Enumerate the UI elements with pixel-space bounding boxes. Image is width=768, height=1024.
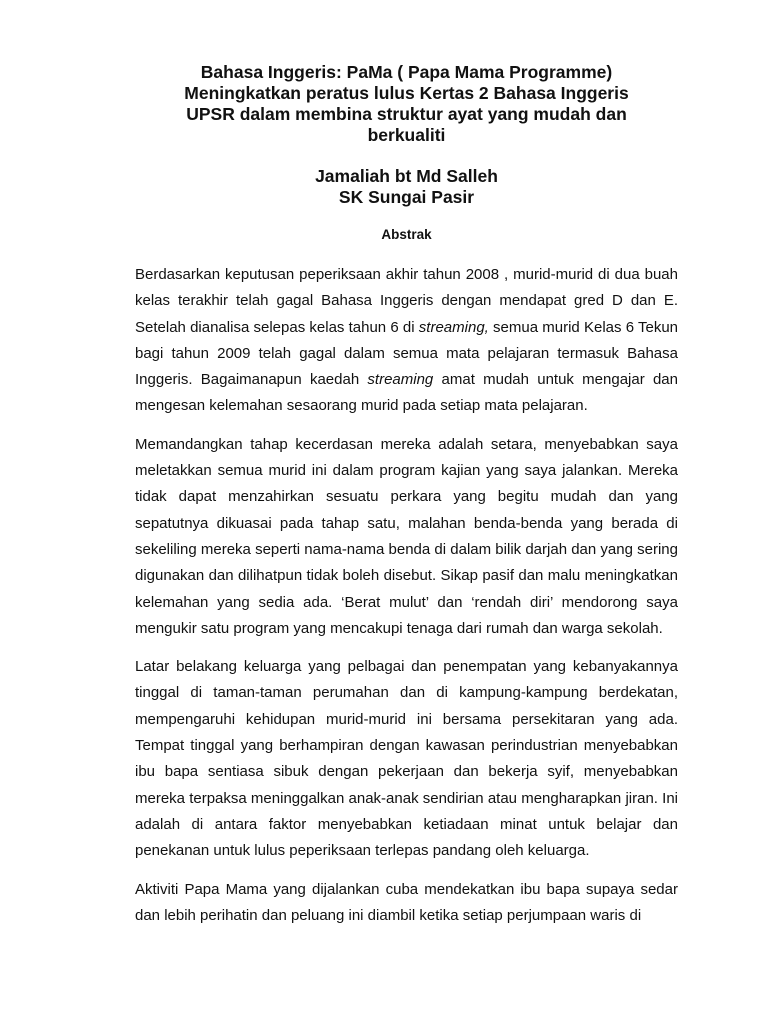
abstract-paragraph-3 [135,654,678,864]
author-name: Jamaliah bt Md Salleh [315,166,498,186]
document-title: Bahasa Inggeris: PaMa ( Papa Mama Programme) Meningkatkan peratus lulus Kertas 2 Bahasa Inggeris UPSR dalam membina struktur ayat yang mudah dan berkualiti [184,62,629,145]
text-run: Memandangkan tahap kecerdasan mereka adalah setara, menyebabkan saya meletakkan semua murid ini dalam program kajian yang saya jalankan. Mereka tidak dapat menzahirkan sesuatu perkara yang begitu mudah dan yang sepatutnya dikuasai pada tahap satu, malahan benda-benda yang berada di sekeliling mereka seperti nama-nama benda di dalam bilik darjah dan yang sering digunakan dan dilihatpun tidak boleh disebut. Sikap pasif dan malu meningkatkan kelemahan yang sedia ada. ‘Berat mulut’ dan ‘rendah diri’ mendorong saya mengukir satu program yang mencakupi tenaga dari rumah dan warga sekolah. [135,435,678,637]
text-run: semua murid Kelas 6 Tekun bagi tahun 2009 telah gagal dalam semua mata pelajaran termasuk Bahasa Inggeris. Bagaimanapun kaedah [135,318,678,389]
abstract-paragraph-2 [135,432,678,642]
text-run: Berdasarkan keputusan peperiksaan akhir tahun 2008 , murid-murid di dua buah kelas terakhir telah gagal Bahasa Inggeris dengan mendapat gred D dan E. Setelah dianalisa selepas kelas tahun 6 di [135,266,678,336]
abstract-paragraph-4 [135,877,678,930]
text-run: Aktiviti Papa Mama yang dijalankan cuba mendekatkan ibu bapa supaya sedar dan lebih perihatin dan peluang ini diambil ketika setiap perjumpaan waris di [135,880,678,924]
text-run: amat mudah untuk mengajar dan mengesan kelemahan sesaorang murid pada setiap mata pelajaran. [135,371,678,415]
italic-term: streaming [367,371,434,389]
abstract-heading: Abstrak [381,227,432,242]
abstract-paragraph-1 [135,262,678,420]
italic-term: streaming, [418,318,489,336]
text-run: Latar belakang keluarga yang pelbagai dan penempatan yang kebanyakannya tinggal di taman-taman perumahan dan di kampung-kampung berdekatan, mempengaruhi kehidupan murid-murid ini bersama persekitaran yang ada. Tempat tinggal yang berhampiran dengan kawasan perindustrian menyebabkan ibu bapa sentiasa sibuk dengan pekerjaan dan bekerja syif, menyebabkan mereka terpaksa meninggalkan anak-anak sendirian atau mengharapkan jiran. Ini adalah di antara faktor menyebabkan ketiadaan minat untuk belajar dan penekanan untuk lulus peperiksaan terlepas pandang oleh keluarga. [135,658,678,860]
school-name: SK Sungai Pasir [338,187,475,207]
